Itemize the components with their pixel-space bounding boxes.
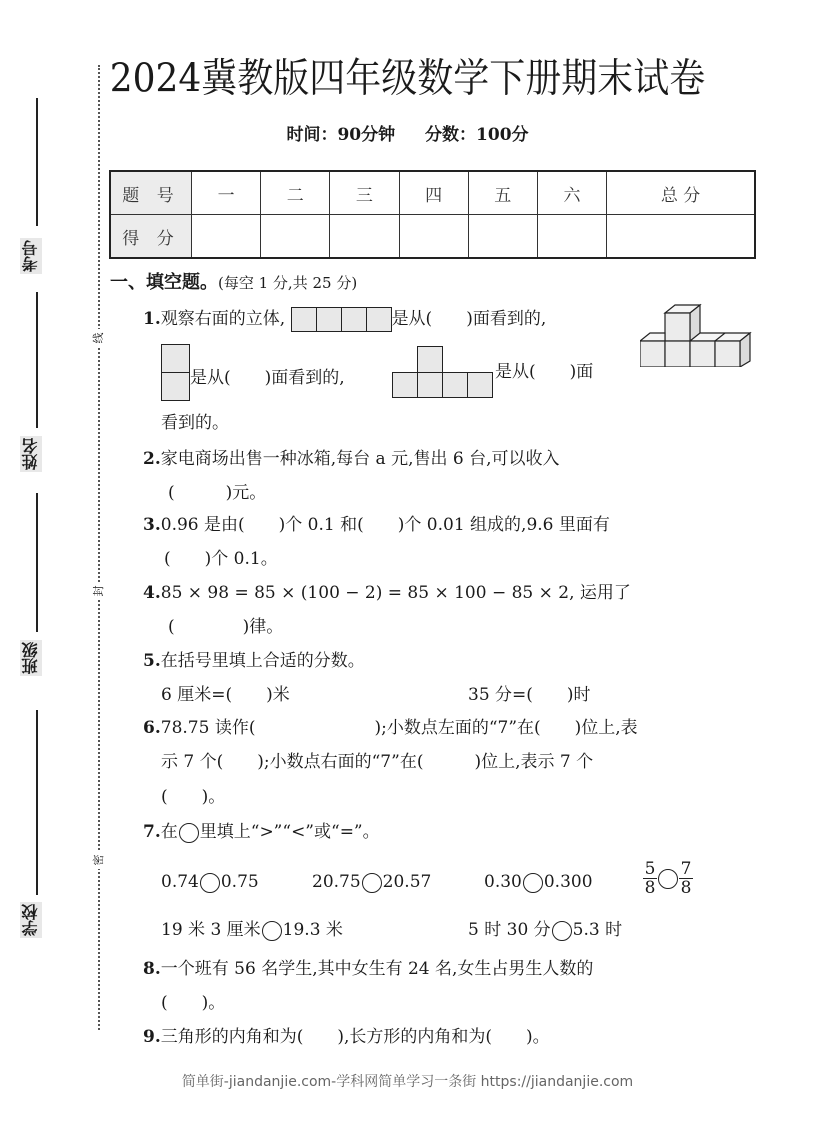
seal-char-line: 线 [90, 329, 106, 347]
question-3-line-1 [143, 514, 610, 536]
question-9-line-1 [143, 1026, 550, 1048]
top-view-diagram [291, 307, 392, 332]
question-text: 0.96 是由( )个 0.1 和( )个 0.01 组成的,9.6 里面有 [160, 515, 610, 535]
exam-time: 时间：90分钟 [286, 125, 396, 145]
page-title: 2024冀教版四年级数学下册期末试卷 [109, 56, 706, 102]
section-1-note: (每空 1 分,共 25 分) [218, 274, 358, 292]
seal-char-seal: 封 [90, 582, 106, 600]
comparison-5 [161, 919, 343, 941]
question-5-line-1 [143, 650, 365, 672]
question-number: 8. [143, 959, 161, 979]
numerator: 5 [644, 859, 656, 879]
score-cell-total[interactable] [607, 215, 755, 259]
question-number: 2. [143, 449, 161, 469]
answer-circle[interactable] [262, 921, 282, 941]
score-cell-1[interactable] [192, 215, 261, 259]
question-text: 观察右面的立体, [160, 309, 286, 329]
score-cell-3[interactable] [330, 215, 399, 259]
question-1-line-2-end: 是从( )面 [495, 362, 594, 382]
binding-dotted-line [98, 65, 100, 1030]
circle-icon [179, 823, 199, 843]
answer-circle[interactable] [523, 873, 543, 893]
margin-line-school [36, 710, 38, 895]
question-number: 9. [143, 1027, 161, 1047]
question-4-line-2: ( )律。 [168, 617, 284, 637]
section-1-heading: 一、填空题。 [110, 272, 218, 293]
question-text: 在 [160, 822, 178, 842]
seal-char-secret: 密 [90, 851, 106, 869]
fraction-left [643, 860, 657, 897]
front-view-diagram [392, 346, 493, 398]
comparison-right: 0.300 [543, 872, 593, 892]
comparison-left: 20.75 [312, 872, 361, 892]
column-6: 六 [537, 171, 606, 215]
question-text: 里填上“>”“<”或“=”。 [199, 822, 380, 842]
denominator: 8 [680, 878, 692, 898]
question-1-line-2 [161, 344, 345, 401]
score-header: 得 分 [110, 215, 192, 259]
question-8-line-1 [143, 958, 593, 980]
question-5-right: 35 分=( )时 [468, 685, 591, 705]
answer-circle[interactable] [658, 869, 678, 889]
question-3-line-2: ( )个 0.1。 [164, 549, 278, 569]
comparison-1 [161, 871, 259, 893]
question-text: 78.75 读作( );小数点左面的“7”在( )位上,表 [160, 718, 638, 738]
question-number: 1. [143, 309, 161, 329]
denominator: 8 [644, 878, 656, 898]
section-1-title [110, 268, 357, 294]
margin-line-class [36, 493, 38, 632]
margin-line-name [36, 292, 38, 428]
column-5: 五 [468, 171, 537, 215]
side-view-diagram [161, 344, 190, 401]
answer-circle[interactable] [552, 921, 572, 941]
score-table [109, 170, 756, 259]
question-number: 5. [143, 651, 161, 671]
question-number: 6. [143, 718, 161, 738]
school-label: 学校 [21, 904, 40, 936]
cube-stack-figure [640, 303, 755, 367]
question-number: 4. [143, 583, 161, 603]
comparison-right: 0.75 [220, 872, 259, 892]
score-table-score-row [110, 215, 755, 259]
question-text: 是从( )面看到的, [391, 309, 547, 329]
column-1: 一 [192, 171, 261, 215]
numerator: 7 [680, 859, 692, 879]
comparison-left: 0.30 [484, 872, 522, 892]
column-3: 三 [330, 171, 399, 215]
question-2-line-2: ( )元。 [168, 483, 267, 503]
question-1-line-1 [143, 307, 546, 332]
comparison-3 [484, 871, 593, 893]
score-cell-6[interactable] [537, 215, 606, 259]
score-cell-5[interactable] [468, 215, 537, 259]
question-6-line-2: 示 7 个( );小数点右面的“7”在( )位上,表示 7 个 [161, 752, 594, 772]
question-2-line-1 [143, 448, 560, 470]
footer-watermark: 简单街-jiandanjie.com-学科网简单学习一条街 https://jiandanjie.com [181, 1074, 634, 1090]
score-cell-4[interactable] [399, 215, 468, 259]
answer-circle[interactable] [362, 873, 382, 893]
exam-meta [0, 120, 815, 145]
question-text: 一个班有 56 名学生,其中女生有 24 名,女生占男生人数的 [160, 959, 594, 979]
comparison-right: 5.3 时 [572, 920, 623, 940]
name-label: 姓名 [21, 438, 40, 470]
score-cell-2[interactable] [261, 215, 330, 259]
fraction-right [679, 860, 693, 897]
column-2: 二 [261, 171, 330, 215]
comparison-left: 0.74 [161, 872, 199, 892]
comparison-4 [643, 860, 693, 897]
column-total: 总 分 [607, 171, 755, 215]
question-5-left: 6 厘米=( )米 [161, 685, 290, 705]
question-4-line-1 [143, 582, 631, 604]
comparison-2 [312, 871, 431, 893]
question-text: 家电商场出售一种冰箱,每台 a 元,售出 6 台,可以收入 [160, 449, 560, 469]
comparison-left: 19 米 3 厘米 [161, 920, 261, 940]
column-4: 四 [399, 171, 468, 215]
question-number: 7. [143, 822, 161, 842]
question-text: 是从( )面看到的, [190, 368, 345, 388]
question-8-line-2: ( )。 [161, 993, 226, 1013]
comparison-6 [468, 919, 622, 941]
answer-circle[interactable] [200, 873, 220, 893]
margin-line-exam-number [36, 98, 38, 226]
question-number: 3. [143, 515, 161, 535]
score-table-header-row [110, 171, 755, 215]
class-label: 班级 [21, 642, 40, 674]
comparison-left: 5 时 30 分 [468, 920, 551, 940]
question-6-line-3: ( )。 [161, 787, 226, 807]
comparison-right: 20.57 [382, 872, 432, 892]
question-text: 在括号里填上合适的分数。 [160, 651, 365, 671]
question-1-line-3: 看到的。 [161, 413, 229, 433]
question-6-line-1 [143, 717, 638, 739]
question-text: 85 × 98 = 85 × (100 − 2) = 85 × 100 − 85 × 2, 运用了 [160, 583, 631, 603]
question-number-header: 题 号 [110, 171, 192, 215]
comparison-right: 19.3 米 [282, 920, 343, 940]
exam-total-score: 分数：100分 [425, 125, 529, 145]
question-text: 三角形的内角和为( ),长方形的内角和为( )。 [160, 1027, 550, 1047]
question-7-line-1 [143, 821, 380, 843]
exam-number-label: 考号 [21, 240, 40, 272]
